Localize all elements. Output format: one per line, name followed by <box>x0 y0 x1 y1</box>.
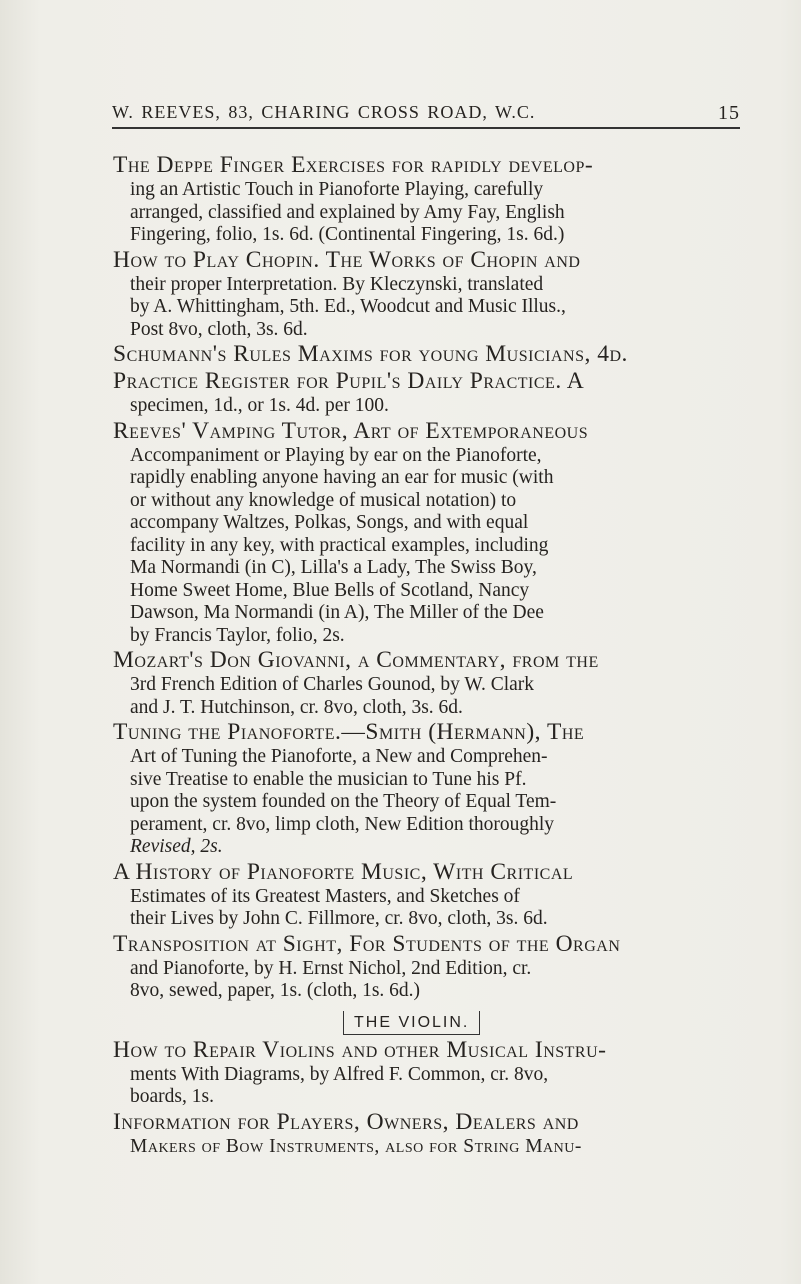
entry-tuning-the-pianoforte <box>113 719 751 859</box>
entry-line: and Pianoforte, by H. Ernst Nichol, 2nd Edition, cr. <box>130 957 532 979</box>
entry-line: facility in any key, with practical examples, including <box>130 534 549 556</box>
entry-line: Transposition at Sight, For Students of the Organ <box>113 930 621 957</box>
entry-line: specimen, 1d., or 1s. 4d. per 100. <box>130 395 389 416</box>
entry-line: upon the system founded on the Theory of Equal Tem- <box>130 791 557 812</box>
entry-line: by A. Whittingham, 5th. Ed., Woodcut and Music Illus., <box>130 296 566 317</box>
entry-line: Accompaniment or Playing by ear on the Pianoforte, <box>130 444 542 466</box>
entry-line: A History of Pianoforte Music, With Critical <box>113 858 574 885</box>
entry-line: How to Play Chopin. The Works of Chopin and <box>113 246 581 273</box>
entry-deppe-finger-exercises <box>113 152 751 247</box>
entry-line: Ma Normandi (in C), Lilla's a Lady, The Swiss Boy, <box>130 557 537 578</box>
entry-line: rapidly enabling anyone having an ear for music (with <box>130 467 554 488</box>
entry-line: ments With Diagrams, by Alfred F. Common, cr. 8vo, <box>130 1063 549 1085</box>
entry-information-for-players <box>113 1109 751 1159</box>
entry-mozarts-don-giovanni <box>113 647 751 719</box>
entry-line: 3rd French Edition of Charles Gounod, by W. Clark <box>130 674 535 695</box>
entry-how-to-play-chopin <box>113 247 751 342</box>
entry-line: perament, cr. 8vo, limp cloth, New Edition thoroughly <box>130 813 555 835</box>
header-rule <box>112 127 740 129</box>
entry-line: Makers of Bow Instruments, also for String Manu- <box>130 1135 582 1157</box>
entry-schumanns-rules <box>113 341 751 368</box>
entry-line: Practice Register for Pupil's Daily Practice. A <box>113 368 585 394</box>
entry-line: Tuning the Pianoforte.—Smith (Hermann), The <box>113 719 585 745</box>
entry-line: accompany Waltzes, Polkas, Songs, and with equal <box>130 512 529 533</box>
entry-line: The Deppe Finger Exercises for rapidly develop- <box>113 152 594 178</box>
entry-line: Home Sweet Home, Blue Bells of Scotland, Nancy <box>130 579 530 601</box>
entry-line: Mozart's Don Giovanni, a Commentary, from the <box>113 647 599 673</box>
catalogue-body <box>113 152 751 1158</box>
entry-transposition-at-sight <box>113 931 751 1003</box>
entry-line: Information for Players, Owners, Dealers and <box>113 1108 579 1135</box>
entry-line: 8vo, sewed, paper, 1s. (cloth, 1s. 6d.) <box>130 980 421 1001</box>
entry-line: Art of Tuning the Pianoforte, a New and Comprehen- <box>130 746 548 767</box>
entry-line: arranged, classified and explained by Amy Fay, English <box>130 201 565 223</box>
entry-reeves-vamping-tutor <box>113 418 751 648</box>
page-number: 15 <box>718 102 740 124</box>
entry-line: Estimates of its Greatest Masters, and Sketches of <box>130 885 520 907</box>
entry-line: sive Treatise to enable the musician to Tune his Pf. <box>130 768 527 790</box>
section-heading-violin <box>113 1011 751 1035</box>
entry-line: boards, 1s. <box>130 1086 214 1107</box>
entry-history-of-pianoforte-music <box>113 859 751 931</box>
running-head: W. REEVES, 83, CHARING CROSS ROAD, W.C. <box>112 102 536 122</box>
entry-line: or without any knowledge of musical notation) to <box>130 489 517 511</box>
entry-line: Fingering, folio, 1s. 6d. (Continental Fingering, 1s. 6d.) <box>130 224 565 245</box>
entry-line: their Lives by John C. Fillmore, cr. 8vo, cloth, 3s. 6d. <box>130 908 548 929</box>
entry-line: Revised, 2s. <box>130 836 223 857</box>
entry-line: How to Repair Violins and other Musical Instru- <box>113 1036 607 1063</box>
entry-line: Dawson, Ma Normandi (in A), The Miller of the Dee <box>130 602 544 623</box>
entry-line: their proper Interpretation. By Kleczynski, translated <box>130 273 544 295</box>
entry-how-to-repair-violins <box>113 1037 751 1109</box>
entry-line: and J. T. Hutchinson, cr. 8vo, cloth, 3s. 6d. <box>130 696 463 718</box>
entry-line: Schumann's Rules Maxims for young Musicians, 4d. <box>113 341 628 367</box>
entry-line: by Francis Taylor, folio, 2s. <box>130 624 345 646</box>
section-label: THE VIOLIN. <box>343 1011 480 1035</box>
entry-line: Post 8vo, cloth, 3s. 6d. <box>130 318 308 340</box>
entry-line: ing an Artistic Touch in Pianoforte Playing, carefully <box>130 179 544 200</box>
entry-practice-register <box>113 368 751 418</box>
entry-line: Reeves' Vamping Tutor, Art of Extemporaneous <box>113 417 589 444</box>
running-header <box>112 102 740 132</box>
